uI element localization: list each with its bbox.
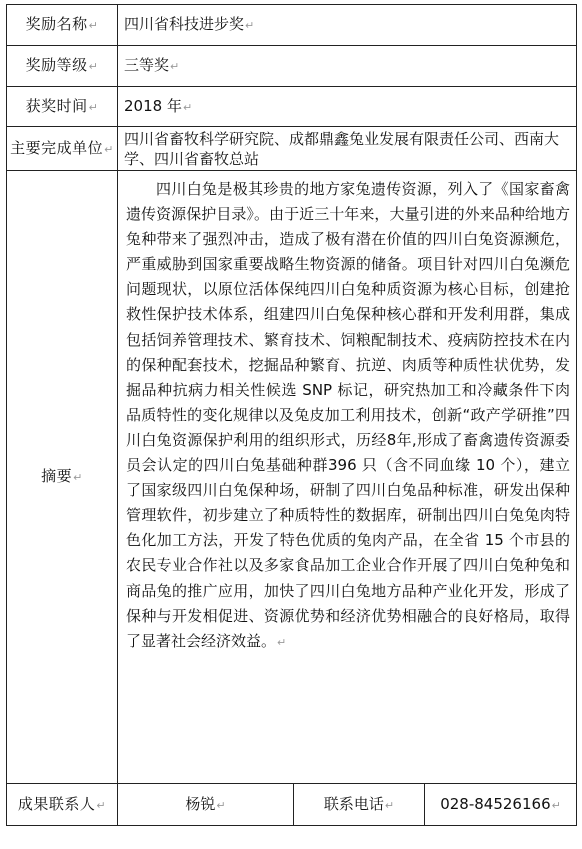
completion-units-label: 主要完成单位	[10, 138, 104, 157]
contact-phone-label-cell	[294, 784, 425, 826]
paragraph-mark-icon: ↵	[245, 19, 255, 32]
abstract-text	[126, 177, 570, 655]
award-level-value: 三等奖	[124, 56, 170, 74]
award-time-row	[7, 87, 577, 127]
paragraph-mark-icon: ↵	[551, 798, 561, 812]
paragraph-mark-icon: ↵	[73, 471, 83, 484]
contact-phone-label: 联系电话	[323, 794, 384, 813]
award-info-table	[6, 4, 577, 826]
award-time-label: 获奖时间	[25, 96, 88, 115]
contact-person-label: 成果联系人	[17, 794, 96, 813]
award-name-value: 四川省科技进步奖	[124, 15, 245, 33]
paragraph-mark-icon: ↵	[88, 19, 99, 32]
abstract-body: 四川白兔是极其珍贵的地方家兔遗传资源，列入了《国家畜禽遗传资源保护目录》。由于近三十年来，大量引进的外来品种给地方兔种带来了强烈冲击，造成了极有潜在价值的四川白兔资源濒危，严重威胁到国家重要战略生物资源的储备。项目针对四川白兔濒危问题现状，以原位活体保纯四川白兔种质资源为核心目标，创建抢救性保护技术体系，组建四川白兔保种核心群和开发利用群，集成包括饲养管理技术、繁育技术、饲粮配制技术、疫病防控技术在内的保种配套技术，挖掘品种繁育、抗逆、肉质等种质性状优势，发掘品种抗病力相关性候选 SNP 标记，研究热加工和冷藏条件下肉品质特性的变化规律以及兔皮加工利用技术，创新“政产学研推”四川白兔资源保护利用的组织形式，历经8年,形成了畜禽遗传资源委员会认定的四川白兔基础种群396 只（含不同血缘 10 个），建立了国家级四川白兔保种场，研制了四川白兔品种标准，研发出保种管理软件，初步建立了种质特性的数据库，研制出四川白兔兔肉特色化加工方法，开发了特色优质的兔肉产品，在全省 15 个市县的农民专业合作社以及多家食品加工企业合作开展了四川白兔种兔和商品兔的推广应用，加快了四川白兔地方品种产业化开发，形成了保种与开发相促进、资源优势和经济优势相融合的良好格局，取得了显著社会经济效益。	[126, 180, 571, 650]
paragraph-mark-icon: ↵	[104, 142, 114, 156]
award-level-label-cell	[7, 46, 118, 87]
paragraph-mark-icon: ↵	[182, 100, 193, 114]
completion-units-value: 四川省畜牧科学研究院、成都鼎鑫兔业发展有限责任公司、西南大学、四川省畜牧总站	[124, 129, 560, 168]
completion-units-value-cell	[118, 127, 577, 171]
award-time-value: 2018 年	[124, 96, 182, 115]
contact-person-label-cell	[7, 784, 118, 826]
paragraph-mark-icon: ↵	[216, 798, 226, 812]
completion-units-row	[7, 127, 577, 171]
paragraph-mark-icon: ↵	[88, 100, 99, 114]
contact-person-value-cell	[118, 784, 294, 826]
contact-row	[7, 784, 577, 826]
abstract-label-cell	[7, 171, 118, 784]
paragraph-mark-icon: ↵	[170, 60, 180, 73]
paragraph-mark-icon: ↵	[384, 798, 395, 812]
award-time-value-cell	[118, 87, 577, 127]
paragraph-mark-icon: ↵	[96, 798, 107, 812]
contact-phone-value-cell	[425, 784, 577, 826]
award-name-value-cell	[118, 5, 577, 46]
abstract-row	[7, 171, 577, 784]
abstract-label: 摘要	[41, 467, 73, 485]
award-time-label-cell	[7, 87, 118, 127]
award-name-label-cell	[7, 5, 118, 46]
award-level-row	[7, 46, 577, 87]
award-name-row	[7, 5, 577, 46]
paragraph-mark-icon: ↵	[88, 60, 99, 73]
award-level-value-cell	[118, 46, 577, 87]
paragraph-mark-icon: ↵	[277, 635, 287, 649]
award-name-label: 奖励名称	[25, 15, 88, 33]
completion-units-label-cell	[7, 127, 118, 171]
award-level-label: 奖励等级	[25, 56, 88, 74]
contact-phone-value: 028-84526166	[440, 794, 551, 813]
contact-person-value: 杨锐	[185, 794, 216, 813]
abstract-value-cell	[118, 171, 577, 784]
